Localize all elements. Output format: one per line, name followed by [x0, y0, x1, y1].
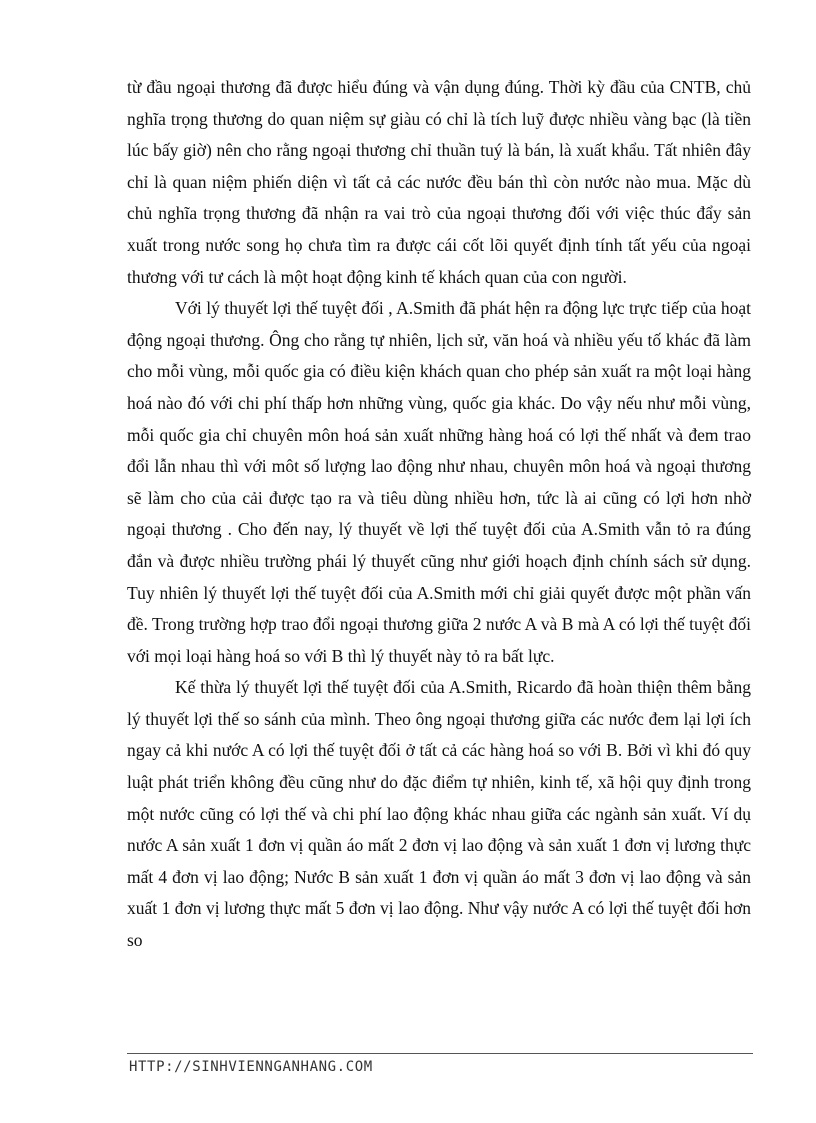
paragraph-comparative-advantage: Kế thừa lý thuyết lợi thế tuyệt đối của A.Smith, Ricardo đã hoàn thiện thêm bằng lý thuyết lợi thế so sánh của mình. Theo ông ngoại thương giữa các nước đem lại lợi ích ngay cả khi nước A có lợi thế tuyệt đối ở tất cả các hàng hoá so với B. Bởi vì khi đó quy luật phát triển không đều cũng như do đặc điểm tự nhiên, kinh tế, xã hội quy định trong một nước cũng có lợi thế và chi phí lao động khác nhau giữa các ngành sản xuất. Ví dụ nước A sản xuất 1 đơn vị quần áo mất 2 đơn vị lao động và sản xuất 1 đơn vị lương thực mất 4 đơn vị lao động; Nước B sản xuất 1 đơn vị quần áo mất 3 đơn vị lao động và sản xuất 1 đơn vị lương thực mất 5 đơn vị lao động. Như vậy nước A có lợi thế tuyệt đối hơn so	[127, 677, 751, 951]
footer-url: HTTP://SINHVIENNGANHANG.COM	[129, 1059, 373, 1075]
paragraph-mercantilism: từ đầu ngoại thương đã được hiểu đúng và vận dụng đúng. Thời kỳ đầu của CNTB, chủ nghĩa trọng thương do quan niệm sự giàu có chỉ là tích luỹ được nhiều vàng bạc (là tiền lúc bấy giờ) nên cho rằng ngoại thương chỉ thuần tuý là bán, là xuất khẩu. Tất nhiên đây chỉ là quan niệm phiến diện vì tất cả các nước đều bán thì còn nước nào mua. Mặc dù chủ nghĩa trọng thương đã nhận ra vai trò của ngoại thương đối với việc thúc đẩy sản xuất trong nước song họ chưa tìm ra được cái cốt lõi quyết định tính tất yếu của ngoại thương với tư cách là một hoạt động kinh tế khách quan của con người.	[127, 77, 751, 287]
paragraph-absolute-advantage: Với lý thuyết lợi thế tuyệt đối , A.Smith đã phát hện ra động lực trực tiếp của hoạt động ngoại thương. Ông cho rằng tự nhiên, lịch sử, văn hoá và nhiều yếu tố khác đã làm cho mỗi vùng, mỗi quốc gia có điều kiện khách quan cho phép sản xuất ra một loại hàng hoá nào đó với chi phí thấp hơn những vùng, quốc gia khác. Do vậy nếu như mỗi vùng, mỗi quốc gia chỉ chuyên môn hoá sản xuất những hàng hoá có lợi thế nhất và đem trao đổi lẫn nhau thì với môt số lượng lao động như nhau, chuyên môn hoá và ngoại thương sẽ làm cho của cải được tạo ra và tiêu dùng nhiều hơn, tức là ai cũng có lợi hơn nhờ ngoại thương . Cho đến nay, lý thuyết về lợi thế tuyệt đối của A.Smith vẫn tỏ ra đúng đắn và được nhiều trường phái lý thuyết cũng như giới hoạch định chính sách sử dụng. Tuy nhiên lý thuyết lợi thế tuyệt đối của A.Smith mới chỉ giải quyết được một phần vấn đề. Trong trường hợp trao đổi ngoại thương giữa 2 nước A và B mà A có lợi thế tuyệt đối với mọi loại hàng hoá so với B thì lý thuyết này tỏ ra bất lực.	[127, 298, 751, 666]
footer-divider	[127, 1053, 753, 1054]
document-body	[127, 72, 751, 957]
